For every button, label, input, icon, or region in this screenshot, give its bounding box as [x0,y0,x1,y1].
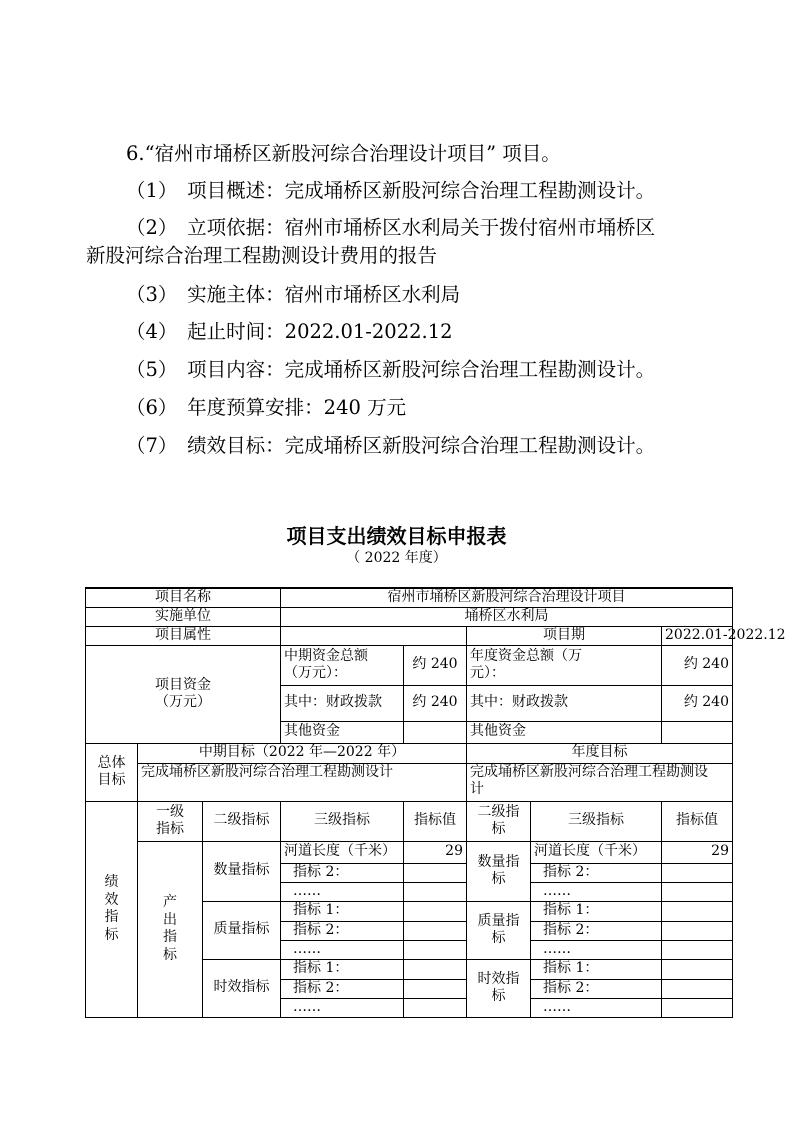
timeliness-indicator-2: 指标 2： [281,979,404,998]
paragraph-basis-line2: 新股河综合治理工程勘测设计费用的报告 [86,244,438,267]
quantity-ellipsis: …… [281,882,404,901]
right-level2-header-line1: 二级指 [477,803,520,820]
level1-header [138,801,203,841]
paragraph-item-6-title: 6.“宿州市埇桥区新股河综合治理设计项目” 项目。 [126,142,561,165]
mid-goal-header: 中期目标（2022 年—2022 年） [138,743,467,763]
right-quantity-indicator-2-value [662,863,733,882]
right-quality-indicator-2-value [662,921,733,940]
mid-other-fund-label: 其他资金 [281,721,404,743]
year-total-fund-label [467,645,662,685]
project-name-value: 宿州市埇桥区新股河综合治理设计项目 [281,588,733,607]
mid-total-fund-label [281,645,404,685]
project-period-value: 2022.01-2022.12 [662,626,733,645]
right-timeliness-indicator-1: 指标 1： [531,959,662,979]
river-length-value: 29 [404,841,467,863]
year-goal-text-line1: 完成埇桥区新股河综合治理工程勘测设 [470,763,708,780]
right-quality-indicator-1-value [662,901,733,921]
right-timeliness-indicator-2-value [662,979,733,998]
right-quantity-indicator-label [467,841,531,901]
level1-header-line1: 一级 [156,803,184,820]
right-timeliness-indicator-2: 指标 2： [531,979,662,998]
timeliness-indicator-1-value [404,959,467,979]
quality-indicator-1-value [404,901,467,921]
output-indicator-char: 指 [163,929,177,945]
project-attribute-label: 项目属性 [86,626,281,645]
right-timeliness-indicator-1-value [662,959,733,979]
table-subtitle: （ 2022 年度） [346,550,447,566]
project-period-label: 项目期 [467,626,662,645]
output-indicator-label [138,841,203,1017]
right-level2-header [467,801,531,841]
right-quantity-label-line1: 数量指 [477,853,520,870]
year-total-fund-label-line1: 年度资金总额（万 [470,647,582,664]
mid-goal-text: 完成埇桥区新股河综合治理工程勘测设计 [138,763,467,801]
paragraph-budget: （6） 年度预算安排：240 万元 [126,396,407,419]
right-quantity-ellipsis: …… [531,882,662,901]
level1-header-line2: 指标 [156,821,184,837]
paragraph-content: （5） 项目内容：完成埇桥区新股河综合治理工程勘测设计。 [126,358,656,381]
year-other-fund-label: 其他资金 [467,721,662,743]
right-quality-label-line2: 标 [491,930,506,946]
right-river-length-value: 29 [662,841,733,863]
right-quality-indicator-label [467,901,531,959]
paragraph-implementer: （3） 实施主体：宿州市埇桥区水利局 [126,283,461,306]
project-fund-label-line2: （万元） [155,694,211,710]
level3-header: 三级指标 [281,801,404,841]
overall-goal-label-line1: 总体 [97,754,126,771]
year-goal-text-line2: 计 [470,781,484,797]
right-level2-header-line2: 标 [491,821,506,837]
right-indicator-value-header: 指标值 [662,801,733,841]
timeliness-ellipsis-value [404,998,467,1017]
project-attribute-value [281,626,467,645]
year-other-fund-value [662,721,733,743]
year-goal-text [467,763,733,801]
quality-indicator-2: 指标 2： [281,921,404,940]
right-timeliness-label-line1: 时效指 [477,970,520,987]
quantity-indicator-2-value [404,863,467,882]
table-title: 项目支出绩效目标申报表 [286,524,507,548]
year-fiscal-value: 约 240 [662,685,733,721]
quantity-indicator-2: 指标 2： [281,863,404,882]
year-total-fund-value: 约 240 [662,645,733,685]
right-quantity-label-line2: 标 [491,871,506,887]
paragraph-goal: （7） 绩效目标：完成埇桥区新股河综合治理工程勘测设计。 [126,434,656,457]
project-name-label: 项目名称 [86,588,281,607]
mid-total-fund-value: 约 240 [404,645,467,685]
mid-other-fund-value [404,721,467,743]
quantity-ellipsis-value [404,882,467,901]
performance-indicator-label [86,801,138,1017]
output-indicator-char: 产 [163,894,177,910]
right-quantity-ellipsis-value [662,882,733,901]
mid-fiscal-label: 其中：财政拨款 [281,685,404,721]
right-quality-indicator-1: 指标 1： [531,901,662,921]
level2-header: 二级指标 [203,801,281,841]
quality-indicator-1: 指标 1： [281,901,404,921]
quality-indicator-label: 质量指标 [203,901,281,959]
year-fiscal-label: 其中：财政拨款 [467,685,662,721]
performance-goal-table [85,587,786,1018]
right-quality-label-line1: 质量指 [477,912,520,929]
implementing-unit-value: 埇桥区水利局 [281,607,733,626]
timeliness-indicator-2-value [404,979,467,998]
quality-ellipsis: …… [281,940,404,959]
output-indicator-char: 标 [163,946,177,963]
right-quality-ellipsis-value [662,940,733,959]
quality-indicator-2-value [404,921,467,940]
mid-total-fund-label-line2: （万元）： [284,665,347,681]
paragraph-overview: （1） 项目概述：完成埇桥区新股河综合治理工程勘测设计。 [126,179,656,202]
paragraph-basis-line1: （2） 立项依据：宿州市埇桥区水利局关于拨付宿州市埇桥区 [126,216,656,239]
river-length-label: 河道长度（千米） [281,841,404,863]
right-quality-ellipsis: …… [531,940,662,959]
year-total-fund-label-line2: 元）： [470,665,505,681]
timeliness-indicator-1: 指标 1： [281,959,404,979]
implementing-unit-label: 实施单位 [86,607,281,626]
quality-ellipsis-value [404,940,467,959]
right-timeliness-ellipsis-value [662,998,733,1017]
timeliness-indicator-label: 时效指标 [203,959,281,1017]
right-timeliness-indicator-label [467,959,531,1017]
performance-indicator-char: 标 [104,926,119,943]
right-timeliness-label-line2: 标 [491,988,506,1004]
indicator-value-header: 指标值 [404,801,467,841]
right-level3-header: 三级指标 [531,801,662,841]
year-goal-header: 年度目标 [467,743,733,763]
project-fund-label [86,645,281,743]
right-river-length-label: 河道长度（千米） [531,841,662,863]
overall-goal-label-line2: 目标 [97,772,126,788]
mid-fiscal-value: 约 240 [404,685,467,721]
performance-indicator-char: 绩 [104,874,119,890]
project-fund-label-line1: 项目资金 [155,676,211,693]
right-quantity-indicator-2: 指标 2： [531,863,662,882]
performance-indicator-char: 效 [104,891,119,908]
performance-indicator-char: 指 [104,909,119,925]
overall-goal-label [86,743,138,801]
paragraph-period: （4） 起止时间：2022.01-2022.12 [126,320,453,343]
timeliness-ellipsis: …… [281,998,404,1017]
right-timeliness-ellipsis: …… [531,998,662,1017]
mid-total-fund-label-line1: 中期资金总额 [284,647,368,664]
quantity-indicator-label: 数量指标 [203,841,281,901]
right-quality-indicator-2: 指标 2： [531,921,662,940]
output-indicator-char: 出 [163,911,177,928]
